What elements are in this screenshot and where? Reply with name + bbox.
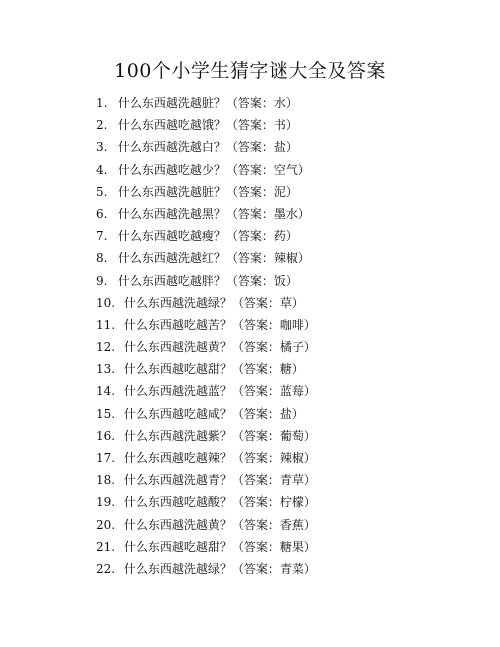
- item-number: 12.: [96, 340, 116, 355]
- item-text: 什么东西越吃越咸？（答案：盐）: [123, 406, 304, 421]
- list-item: [96, 558, 476, 580]
- item-number: 13.: [96, 362, 116, 377]
- list-item: [96, 491, 476, 513]
- list-item: [96, 514, 476, 536]
- item-number: 17.: [96, 451, 116, 465]
- list-item: [96, 469, 476, 491]
- item-number: 21.: [96, 539, 116, 554]
- item-number: 5.: [96, 184, 108, 199]
- list-item: [96, 380, 476, 402]
- item-text: 什么东西越吃越苦？（答案：咖啡）: [123, 317, 316, 332]
- item-number: 16.: [96, 428, 116, 443]
- list-item: [96, 358, 476, 380]
- list-item: [96, 447, 476, 469]
- list-item: [96, 203, 476, 225]
- item-text: 什么东西越吃越酸？（答案：柠檬）: [123, 495, 316, 510]
- list-item: [96, 114, 476, 136]
- item-text: 什么东西越洗越绿？（答案：草）: [123, 295, 304, 310]
- item-text: 什么东西越洗越黑？（答案：墨水）: [117, 206, 310, 221]
- item-number: 2.: [96, 118, 108, 133]
- list-item: [96, 536, 476, 558]
- riddle-list: [96, 92, 476, 580]
- item-number: 1.: [96, 96, 108, 110]
- list-item: [96, 425, 476, 447]
- item-number: 11.: [96, 317, 116, 332]
- item-text: 什么东西越吃越甜？（答案：糖果）: [123, 539, 316, 554]
- list-item: [96, 247, 476, 269]
- item-number: 8.: [96, 251, 108, 266]
- list-item: [96, 92, 476, 114]
- list-item: [96, 314, 476, 336]
- list-item: [96, 225, 476, 247]
- list-item: [96, 181, 476, 203]
- item-text: 什么东西越吃越瘦？（答案：药）: [117, 229, 298, 244]
- item-text: 什么东西越洗越青？（答案：青草）: [123, 473, 316, 488]
- item-number: 22.: [96, 561, 116, 576]
- item-text: 什么东西越洗越黄？（答案：香蕉）: [123, 517, 316, 532]
- list-item: [96, 136, 476, 158]
- list-item: [96, 336, 476, 358]
- item-number: 7.: [96, 229, 108, 244]
- item-text: 什么东西越吃越饿？（答案：书）: [117, 118, 298, 133]
- item-text: 什么东西越洗越蓝？（答案：蓝莓）: [123, 384, 316, 399]
- item-number: 14.: [96, 384, 116, 399]
- item-text: 什么东西越洗越红？（答案：辣椒）: [117, 251, 310, 266]
- item-number: 18.: [96, 473, 116, 488]
- item-text: 什么东西越洗越白？（答案：盐）: [117, 140, 298, 155]
- item-text: 什么东西越洗越绿？（答案：青菜）: [123, 561, 316, 576]
- document-title: 100个小学生猜字谜大全及答案: [114, 60, 386, 82]
- item-number: 20.: [96, 517, 116, 532]
- item-text: 什么东西越吃越辣？（答案：辣椒）: [123, 451, 316, 465]
- list-item: [96, 270, 476, 292]
- item-text: 什么东西越吃越胖？（答案：饭）: [117, 273, 298, 288]
- item-text: 什么东西越洗越脏？（答案：水）: [117, 96, 298, 110]
- item-number: 4.: [96, 162, 108, 177]
- item-text: 什么东西越洗越紫？（答案：葡萄）: [123, 428, 316, 443]
- list-item: [96, 159, 476, 181]
- item-number: 9.: [96, 273, 108, 288]
- item-number: 15.: [96, 406, 116, 421]
- item-number: 3.: [96, 140, 108, 155]
- item-text: 什么东西越吃越甜？（答案：糖）: [123, 362, 304, 377]
- item-text: 什么东西越洗越黄？（答案：橘子）: [123, 340, 316, 355]
- item-number: 6.: [96, 206, 108, 221]
- item-text: 什么东西越洗越脏？（答案：泥）: [117, 184, 298, 199]
- list-item: [96, 292, 476, 314]
- item-number: 10.: [96, 295, 116, 310]
- list-item: [96, 403, 476, 425]
- item-text: 什么东西越吃越少？（答案：空气）: [117, 162, 310, 177]
- item-number: 19.: [96, 495, 116, 510]
